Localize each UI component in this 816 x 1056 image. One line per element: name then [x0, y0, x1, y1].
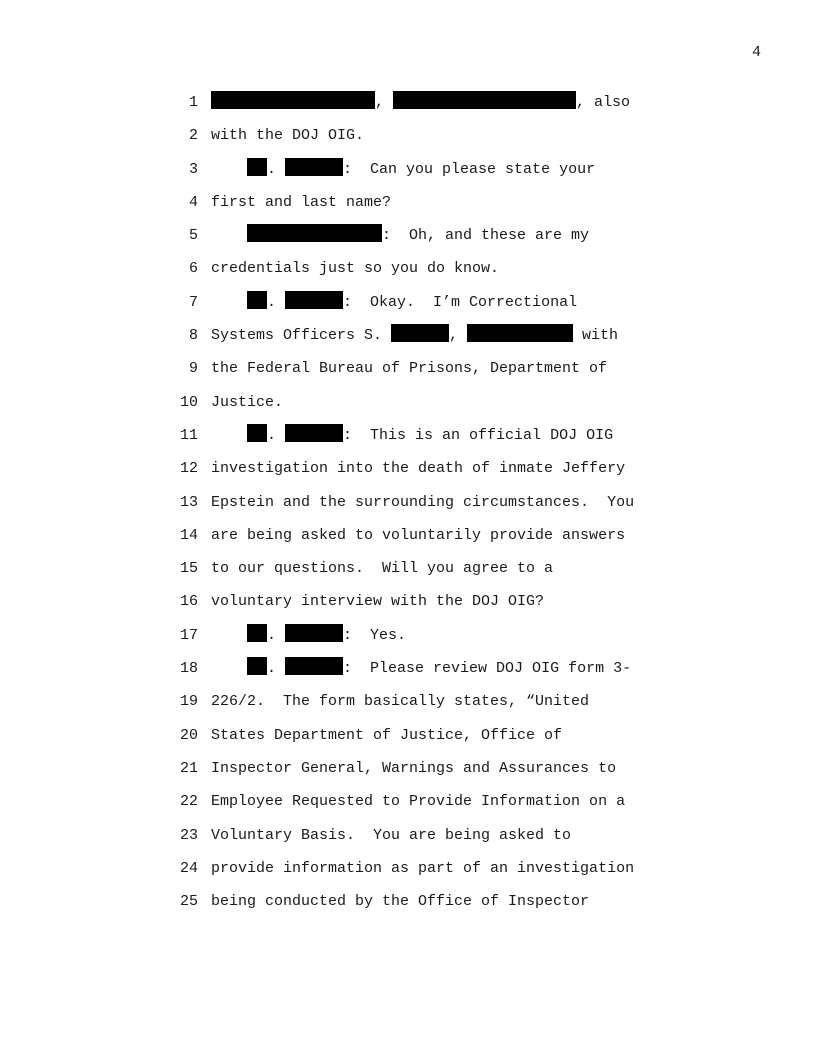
line-number: 20	[179, 726, 198, 744]
transcript-line	[0, 191, 816, 224]
line-text	[211, 158, 595, 182]
line-number: 7	[188, 293, 198, 311]
transcript-line	[0, 291, 816, 324]
line-number: 9	[188, 360, 198, 378]
transcript-line	[0, 724, 816, 757]
line-text	[211, 557, 553, 581]
line-number: 8	[188, 327, 198, 345]
transcript-lines	[0, 91, 816, 923]
line-text	[211, 690, 589, 714]
line-text	[211, 191, 391, 215]
text-segment	[211, 660, 247, 677]
transcript-line	[0, 457, 816, 490]
text-segment: provide information as part of an investigation	[211, 859, 635, 877]
transcript-line	[0, 158, 816, 191]
text-segment: being conducted by the Office of Inspector	[211, 893, 590, 911]
text-segment: Epstein and the surrounding circumstances. You	[211, 493, 635, 511]
text-segment	[211, 227, 247, 244]
line-number: 25	[179, 893, 198, 911]
text-segment: investigation into the death of inmate Jeffery	[211, 460, 626, 478]
transcript-line	[0, 757, 816, 790]
text-segment: , also	[576, 94, 631, 111]
text-segment: the Federal Bureau of Prisons, Department of	[211, 360, 608, 378]
redaction-block	[393, 91, 576, 109]
text-segment: ,	[375, 94, 394, 111]
redaction-block	[391, 324, 449, 342]
line-text	[211, 291, 577, 315]
text-segment: ,	[449, 327, 468, 345]
text-segment: .	[267, 426, 286, 444]
line-number: 21	[179, 759, 198, 777]
line-text	[211, 424, 613, 448]
line-text	[211, 724, 562, 748]
text-segment: .	[267, 293, 286, 311]
redaction-block	[247, 624, 267, 642]
line-number: 23	[179, 826, 198, 844]
text-segment	[211, 427, 247, 444]
line-number: 12	[179, 460, 198, 478]
line-text	[211, 391, 283, 415]
text-segment: : This is an official DOJ OIG	[343, 426, 614, 444]
redaction-block	[211, 91, 375, 109]
transcript-line	[0, 224, 816, 257]
line-number: 2	[188, 127, 198, 145]
redaction-block	[467, 324, 573, 342]
text-segment: voluntary interview with the DOJ OIG?	[211, 593, 545, 611]
transcript-line	[0, 424, 816, 457]
redaction-block	[285, 424, 343, 442]
line-number: 4	[188, 193, 198, 211]
line-number: 22	[179, 793, 198, 811]
text-segment: : Yes.	[343, 626, 407, 644]
line-text	[211, 857, 634, 881]
line-number: 15	[179, 560, 198, 578]
redaction-block	[247, 424, 267, 442]
line-text	[211, 257, 499, 281]
text-segment: Employee Requested to Provide Information on a	[211, 793, 626, 811]
line-text	[211, 91, 630, 115]
text-segment: : Okay. I’m Correctional	[343, 293, 578, 311]
redaction-block	[285, 158, 343, 176]
line-number: 5	[188, 227, 198, 245]
line-number: 13	[179, 493, 198, 511]
text-segment: are being asked to voluntarily provide answers	[211, 526, 626, 544]
text-segment: to our questions. Will you agree to a	[211, 560, 554, 578]
redaction-block	[247, 291, 267, 309]
line-number: 14	[179, 526, 198, 544]
text-segment: first and last name?	[211, 193, 392, 211]
line-text	[211, 357, 607, 381]
line-number: 19	[179, 693, 198, 711]
transcript-line	[0, 91, 816, 124]
transcript-line	[0, 357, 816, 390]
text-segment: 226/2. The form basically states, “United	[211, 693, 590, 711]
text-segment: : Can you please state your	[343, 160, 596, 178]
text-segment: .	[267, 160, 286, 178]
line-number: 6	[188, 260, 198, 278]
redaction-block	[285, 657, 343, 675]
line-text	[211, 757, 616, 781]
line-text	[211, 524, 625, 548]
redaction-block	[247, 657, 267, 675]
transcript-line	[0, 257, 816, 290]
transcript-line	[0, 857, 816, 890]
text-segment: Justice.	[211, 393, 284, 411]
line-text	[211, 491, 634, 515]
text-segment: : Oh, and these are my	[382, 227, 590, 245]
transcript-line	[0, 124, 816, 157]
transcript-line	[0, 890, 816, 923]
page-number: 4	[752, 44, 762, 61]
redaction-block	[285, 291, 343, 309]
text-segment: with the DOJ OIG.	[211, 127, 365, 145]
transcript-line	[0, 391, 816, 424]
redaction-block	[247, 158, 267, 176]
line-text	[211, 657, 631, 681]
line-text	[211, 624, 406, 648]
transcript-line	[0, 657, 816, 690]
text-segment: States Department of Justice, Office of	[211, 726, 563, 744]
transcript-line	[0, 790, 816, 823]
text-segment	[211, 294, 247, 311]
line-number: 16	[179, 593, 198, 611]
text-segment: : Please review DOJ OIG form 3-	[343, 660, 632, 678]
transcript-line	[0, 491, 816, 524]
text-segment: Systems Officers S.	[211, 327, 392, 345]
line-text	[211, 824, 571, 848]
text-segment: Inspector General, Warnings and Assurances to	[211, 759, 617, 777]
transcript-line	[0, 557, 816, 590]
text-segment: Voluntary Basis. You are being asked to	[211, 826, 572, 844]
line-text	[211, 590, 544, 614]
text-segment: .	[267, 660, 286, 678]
redaction-block	[285, 624, 343, 642]
transcript-line	[0, 690, 816, 723]
text-segment: with	[573, 327, 619, 345]
text-segment	[211, 161, 247, 178]
line-text	[211, 890, 589, 914]
line-number: 3	[188, 160, 198, 178]
line-text	[211, 324, 618, 348]
line-text	[211, 790, 625, 814]
line-text	[211, 124, 364, 148]
transcript-line	[0, 824, 816, 857]
transcript-line	[0, 524, 816, 557]
redaction-block	[247, 224, 382, 242]
transcript-line	[0, 324, 816, 357]
line-number: 10	[179, 393, 198, 411]
line-number: 17	[179, 626, 198, 644]
transcript-line	[0, 590, 816, 623]
text-segment	[211, 627, 247, 644]
text-segment: .	[267, 626, 286, 644]
line-number: 1	[188, 94, 198, 111]
line-number: 11	[179, 426, 198, 444]
line-number: 18	[179, 660, 198, 678]
line-text	[211, 224, 589, 248]
text-segment: credentials just so you do know.	[211, 260, 500, 278]
transcript-line	[0, 624, 816, 657]
line-text	[211, 457, 625, 481]
line-number: 24	[179, 859, 198, 877]
